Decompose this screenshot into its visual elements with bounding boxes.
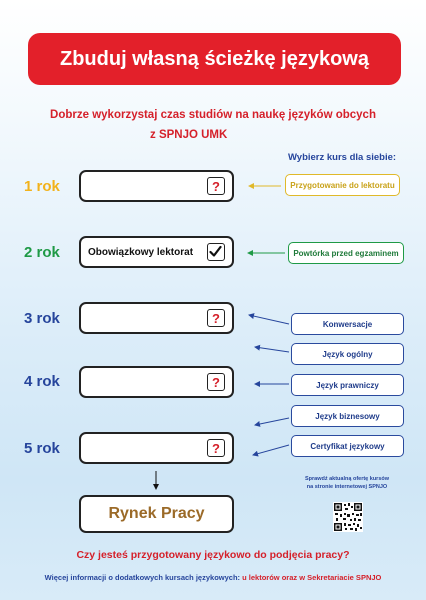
- choose-course-label: Wybierz kurs dla siebie:: [288, 152, 397, 163]
- subtitle-line-2: z SPNJO UMK: [150, 129, 228, 141]
- course-jezyk-prawniczy[interactable]: Język prawniczy: [291, 374, 404, 396]
- title-banner: Zbuduj własną ścieżkę językową: [28, 33, 401, 85]
- year-label-4: 4 rok: [24, 373, 60, 390]
- question-mark-icon: ?: [207, 439, 225, 457]
- year-label-3: 3 rok: [24, 310, 60, 327]
- question-mark-icon: ?: [207, 177, 225, 195]
- course-przygotowanie[interactable]: Przygotowanie do lektoratu: [285, 174, 400, 196]
- year-box-text: Obowiązkowy lektorat: [88, 246, 194, 258]
- qr-code-icon[interactable]: [333, 502, 363, 532]
- year-label-1: 1 rok: [24, 178, 60, 195]
- more-info-blue: Więcej informacji o dodatkowych kursach językowych:: [44, 573, 241, 582]
- course-jezyk-biznesowy[interactable]: Język biznesowy: [291, 405, 404, 427]
- offer-note: [285, 475, 409, 491]
- course-jezyk-ogolny[interactable]: Język ogólny: [291, 343, 404, 365]
- question-mark-icon: ?: [207, 309, 225, 327]
- question-mark-icon: ?: [207, 373, 225, 391]
- subtitle-line-1: Dobrze wykorzystaj czas studiów na naukę języków obcych: [50, 109, 376, 121]
- year-label-5: 5 rok: [24, 440, 60, 457]
- offer-note-line-2: na stronie internetowej SPNJO: [306, 484, 388, 490]
- year-label-2: 2 rok: [24, 244, 60, 261]
- course-certyfikat[interactable]: Certyfikat językowy: [291, 435, 404, 457]
- offer-note-line-1: Sprawdź aktualną ofertę kursów: [304, 476, 390, 482]
- course-konwersacje[interactable]: Konwersacje: [291, 313, 404, 335]
- rynek-pracy-box: Rynek Pracy: [79, 495, 234, 533]
- more-info: [0, 573, 426, 582]
- course-powtorka[interactable]: Powtórka przed egzaminem: [288, 242, 404, 264]
- more-info-red: u lektorów oraz w Sekretariacie SPNJO: [242, 573, 382, 582]
- question-text: Czy jesteś przygotowany językowo do podjęcia pracy?: [76, 549, 350, 561]
